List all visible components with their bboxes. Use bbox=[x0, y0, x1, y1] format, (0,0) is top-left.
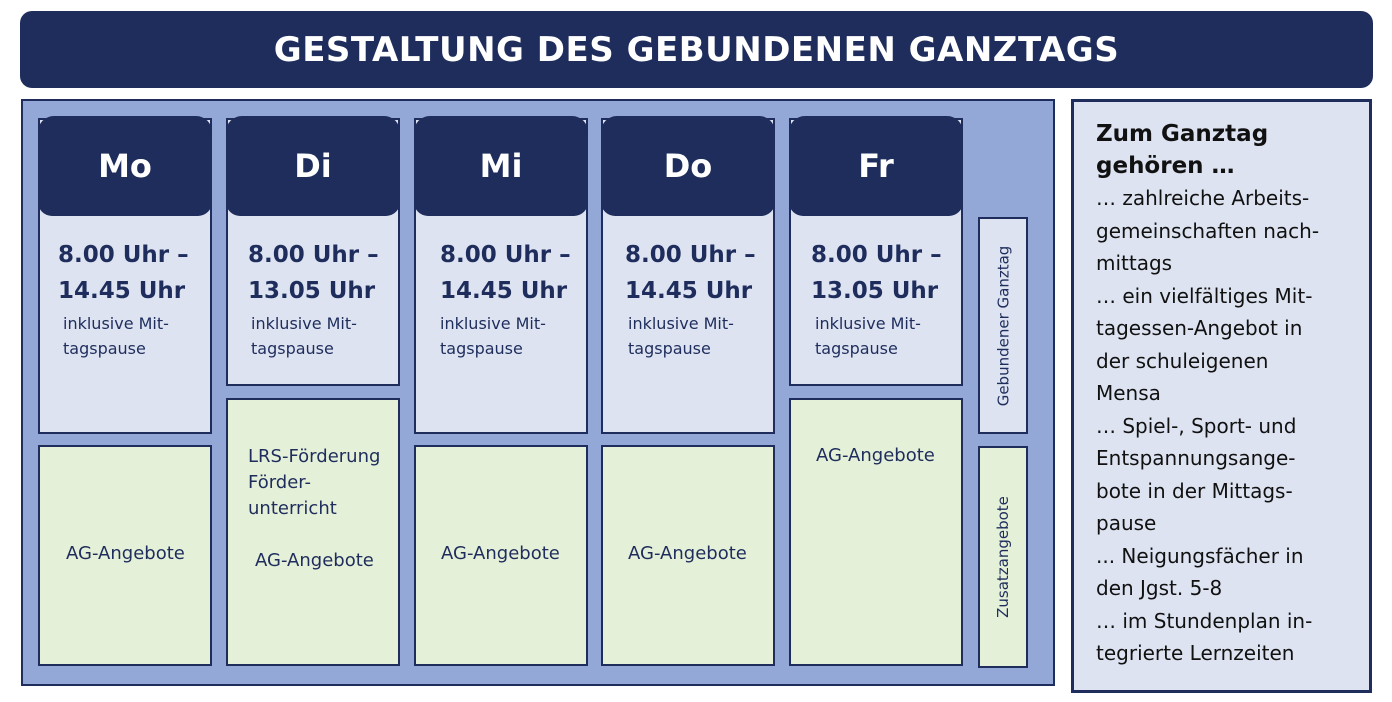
time-line: 14.45 Uhr bbox=[440, 278, 568, 304]
side-label-upper: Gebundener Ganztag bbox=[994, 245, 1013, 406]
note-line: inklusive Mit- bbox=[815, 314, 921, 333]
info-line: … Spiel-, Sport- und bbox=[1096, 413, 1297, 438]
info-title: Zum Ganztag gehören … bbox=[1096, 121, 1269, 179]
side-label-lower: Zusatzangebote bbox=[994, 496, 1012, 618]
offer-box-mo bbox=[38, 445, 212, 666]
info-line: mittags bbox=[1096, 251, 1173, 275]
info-line: bote in der Mittags- bbox=[1096, 478, 1293, 503]
note-line: inklusive Mit- bbox=[63, 314, 169, 333]
offer-text: AG-Angebote bbox=[816, 445, 935, 466]
side-label-box-upper bbox=[978, 217, 1028, 434]
time-line: 13.05 Uhr bbox=[811, 278, 939, 304]
offer-box-di bbox=[226, 398, 400, 666]
offer-text: AG-Angebote bbox=[66, 543, 185, 564]
time-line: 8.00 Uhr – bbox=[440, 242, 571, 268]
note-line: tagspause bbox=[815, 339, 898, 358]
day-header-mo: Mo bbox=[38, 116, 212, 216]
info-box bbox=[1071, 99, 1372, 693]
offer-box-mi bbox=[414, 445, 588, 666]
note-line: tagspause bbox=[628, 339, 711, 358]
note-line: tagspause bbox=[251, 339, 334, 358]
note-line: tagspause bbox=[63, 339, 146, 358]
day-header-do: Do bbox=[601, 116, 775, 216]
time-line: 8.00 Uhr – bbox=[58, 242, 189, 268]
time-line: 14.45 Uhr bbox=[625, 278, 753, 304]
offer-box-fr bbox=[789, 398, 963, 666]
offer-text: AG-Angebote bbox=[628, 543, 747, 564]
note-line: inklusive Mit- bbox=[440, 314, 546, 333]
page-title: GESTALTUNG DES GEBUNDENEN GANZTAGS bbox=[273, 29, 1120, 70]
offer-box-do bbox=[601, 445, 775, 666]
time-line: 8.00 Uhr – bbox=[811, 242, 942, 268]
side-label-box-lower bbox=[978, 446, 1028, 668]
time-line: 8.00 Uhr – bbox=[248, 242, 379, 268]
offer-text: AG-Angebote bbox=[441, 543, 560, 564]
day-header-fr: Fr bbox=[789, 116, 963, 216]
note-line: tagspause bbox=[440, 339, 523, 358]
info-line: tagessen-Angebot in bbox=[1096, 316, 1303, 340]
day-header-mi: Mi bbox=[414, 116, 588, 216]
title-banner bbox=[20, 11, 1373, 88]
weekly-schedule-panel bbox=[21, 99, 1055, 686]
offer-text: AG-Angebote bbox=[255, 550, 374, 571]
info-line: … zahlreiche Arbeits- bbox=[1096, 186, 1310, 210]
time-line: 8.00 Uhr – bbox=[625, 242, 756, 268]
info-list bbox=[1096, 182, 1359, 670]
info-line: … ein vielfältiges Mit- bbox=[1096, 283, 1313, 308]
info-line: den Jgst. 5-8 bbox=[1096, 576, 1223, 600]
note-line: inklusive Mit- bbox=[251, 314, 357, 333]
time-line: 13.05 Uhr bbox=[248, 278, 376, 304]
info-line: Entspannungsange- bbox=[1096, 446, 1296, 470]
info-line: Mensa bbox=[1096, 381, 1161, 405]
info-line: gemeinschaften nach- bbox=[1096, 218, 1320, 243]
info-line: der schuleigenen bbox=[1096, 348, 1269, 373]
note-line: inklusive Mit- bbox=[628, 314, 734, 333]
info-line: … im Stundenplan in- bbox=[1096, 608, 1313, 633]
day-header-di: Di bbox=[226, 116, 400, 216]
time-line: 14.45 Uhr bbox=[58, 278, 186, 304]
info-line: pause bbox=[1096, 511, 1157, 535]
info-line: ... Neigungsfächer in bbox=[1096, 543, 1304, 568]
info-line: tegrierte Lernzeiten bbox=[1096, 641, 1295, 665]
offer-text: LRS-Förderung Förder- unterricht bbox=[248, 446, 381, 519]
